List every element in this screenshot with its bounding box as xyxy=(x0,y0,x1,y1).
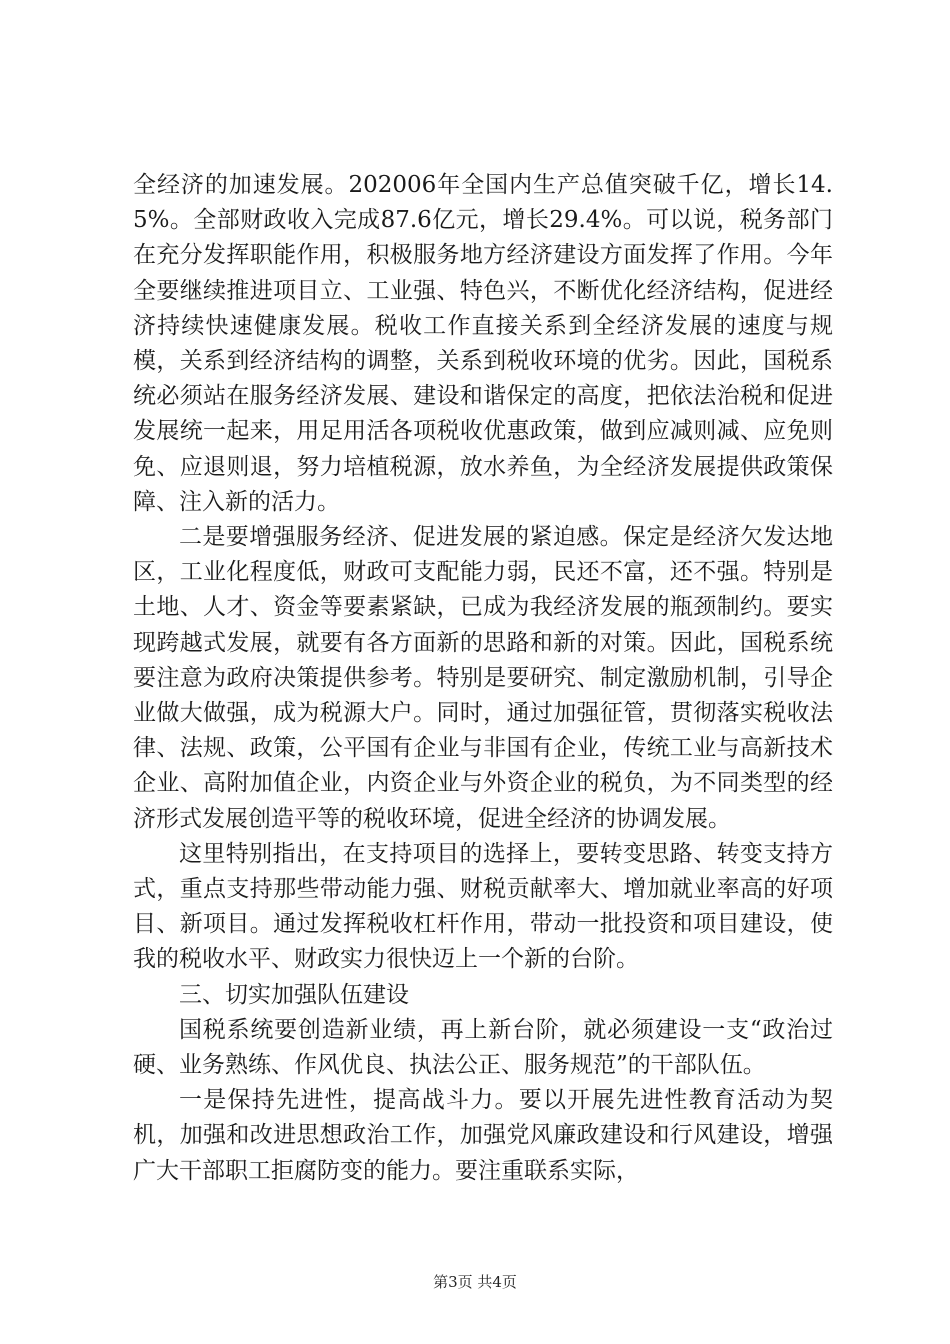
paragraph-4: 国税系统要创造新业绩，再上新台阶，就必须建设一支“政治过硬、业务熟练、作风优良、执法公正、服务规范”的干部队伍。 xyxy=(133,1016,833,1079)
section-heading-3: 三、切实加强队伍建设 xyxy=(179,981,409,1008)
paragraph-1: 全经济的加速发展。202006年全国内生产总值突破千亿，增长14.5%。全部财政收入完成87.6亿元，增长29.4%。可以说，税务部门在充分发挥职能作用，积极服务地方经济建设方面发挥了作用。今年全要继续推进项目立、工业强、特色兴，不断优化经济结构，促进经济持续快速健康发展。税收工作直接关系到全经济发展的速度与规模，关系到经济结构的调整，关系到税收环境的优劣。因此，国税系统必须站在服务经济发展、建设和谐保定的高度，把依法治税和促进发展统一起来，用足用活各项税收优惠政策，做到应减则减、应免则免、应退则退，努力培植税源，放水养鱼，为全经济发展提供政策保障、注入新的活力。 xyxy=(133,172,833,515)
paragraph-5: 一是保持先进性，提高战斗力。要以开展先进性教育活动为契机，加强和改进思想政治工作，加强党风廉政建设和行风建设，增强广大干部职工拒腐防变的能力。要注重联系实际， xyxy=(133,1087,833,1184)
paragraph-2: 二是要增强服务经济、促进发展的紧迫感。保定是经济欠发达地区，工业化程度低，财政可支配能力弱，民还不富，还不强。特别是土地、人才、资金等要素紧缺，已成为我经济发展的瓶颈制约。要实现跨越式发展，就要有各方面新的思路和新的对策。因此，国税系统要注意为政府决策提供参考。特别是要研究、制定激励机制，引导企业做大做强，成为税源大户。同时，通过加强征管，贯彻落实税收法律、法规、政策，公平国有企业与非国有企业，传统工业与高新技术企业、高附加值企业，内资企业与外资企业的税负，为不同类型的经济形式发展创造平等的税收环境，促进全经济的协调发展。 xyxy=(133,524,833,832)
paragraph-3: 这里特别指出，在支持项目的选择上，要转变思路、转变支持方式，重点支持那些带动能力强、财税贡献率大、增加就业率高的好项目、新项目。通过发挥税收杠杆作用，带动一批投资和项目建设，使我的税收水平、财政实力很快迈上一个新的台阶。 xyxy=(133,840,833,973)
page-footer xyxy=(0,1272,950,1292)
document-body xyxy=(133,168,833,1189)
page-number-label: 第3页 共4页 xyxy=(433,1273,517,1291)
